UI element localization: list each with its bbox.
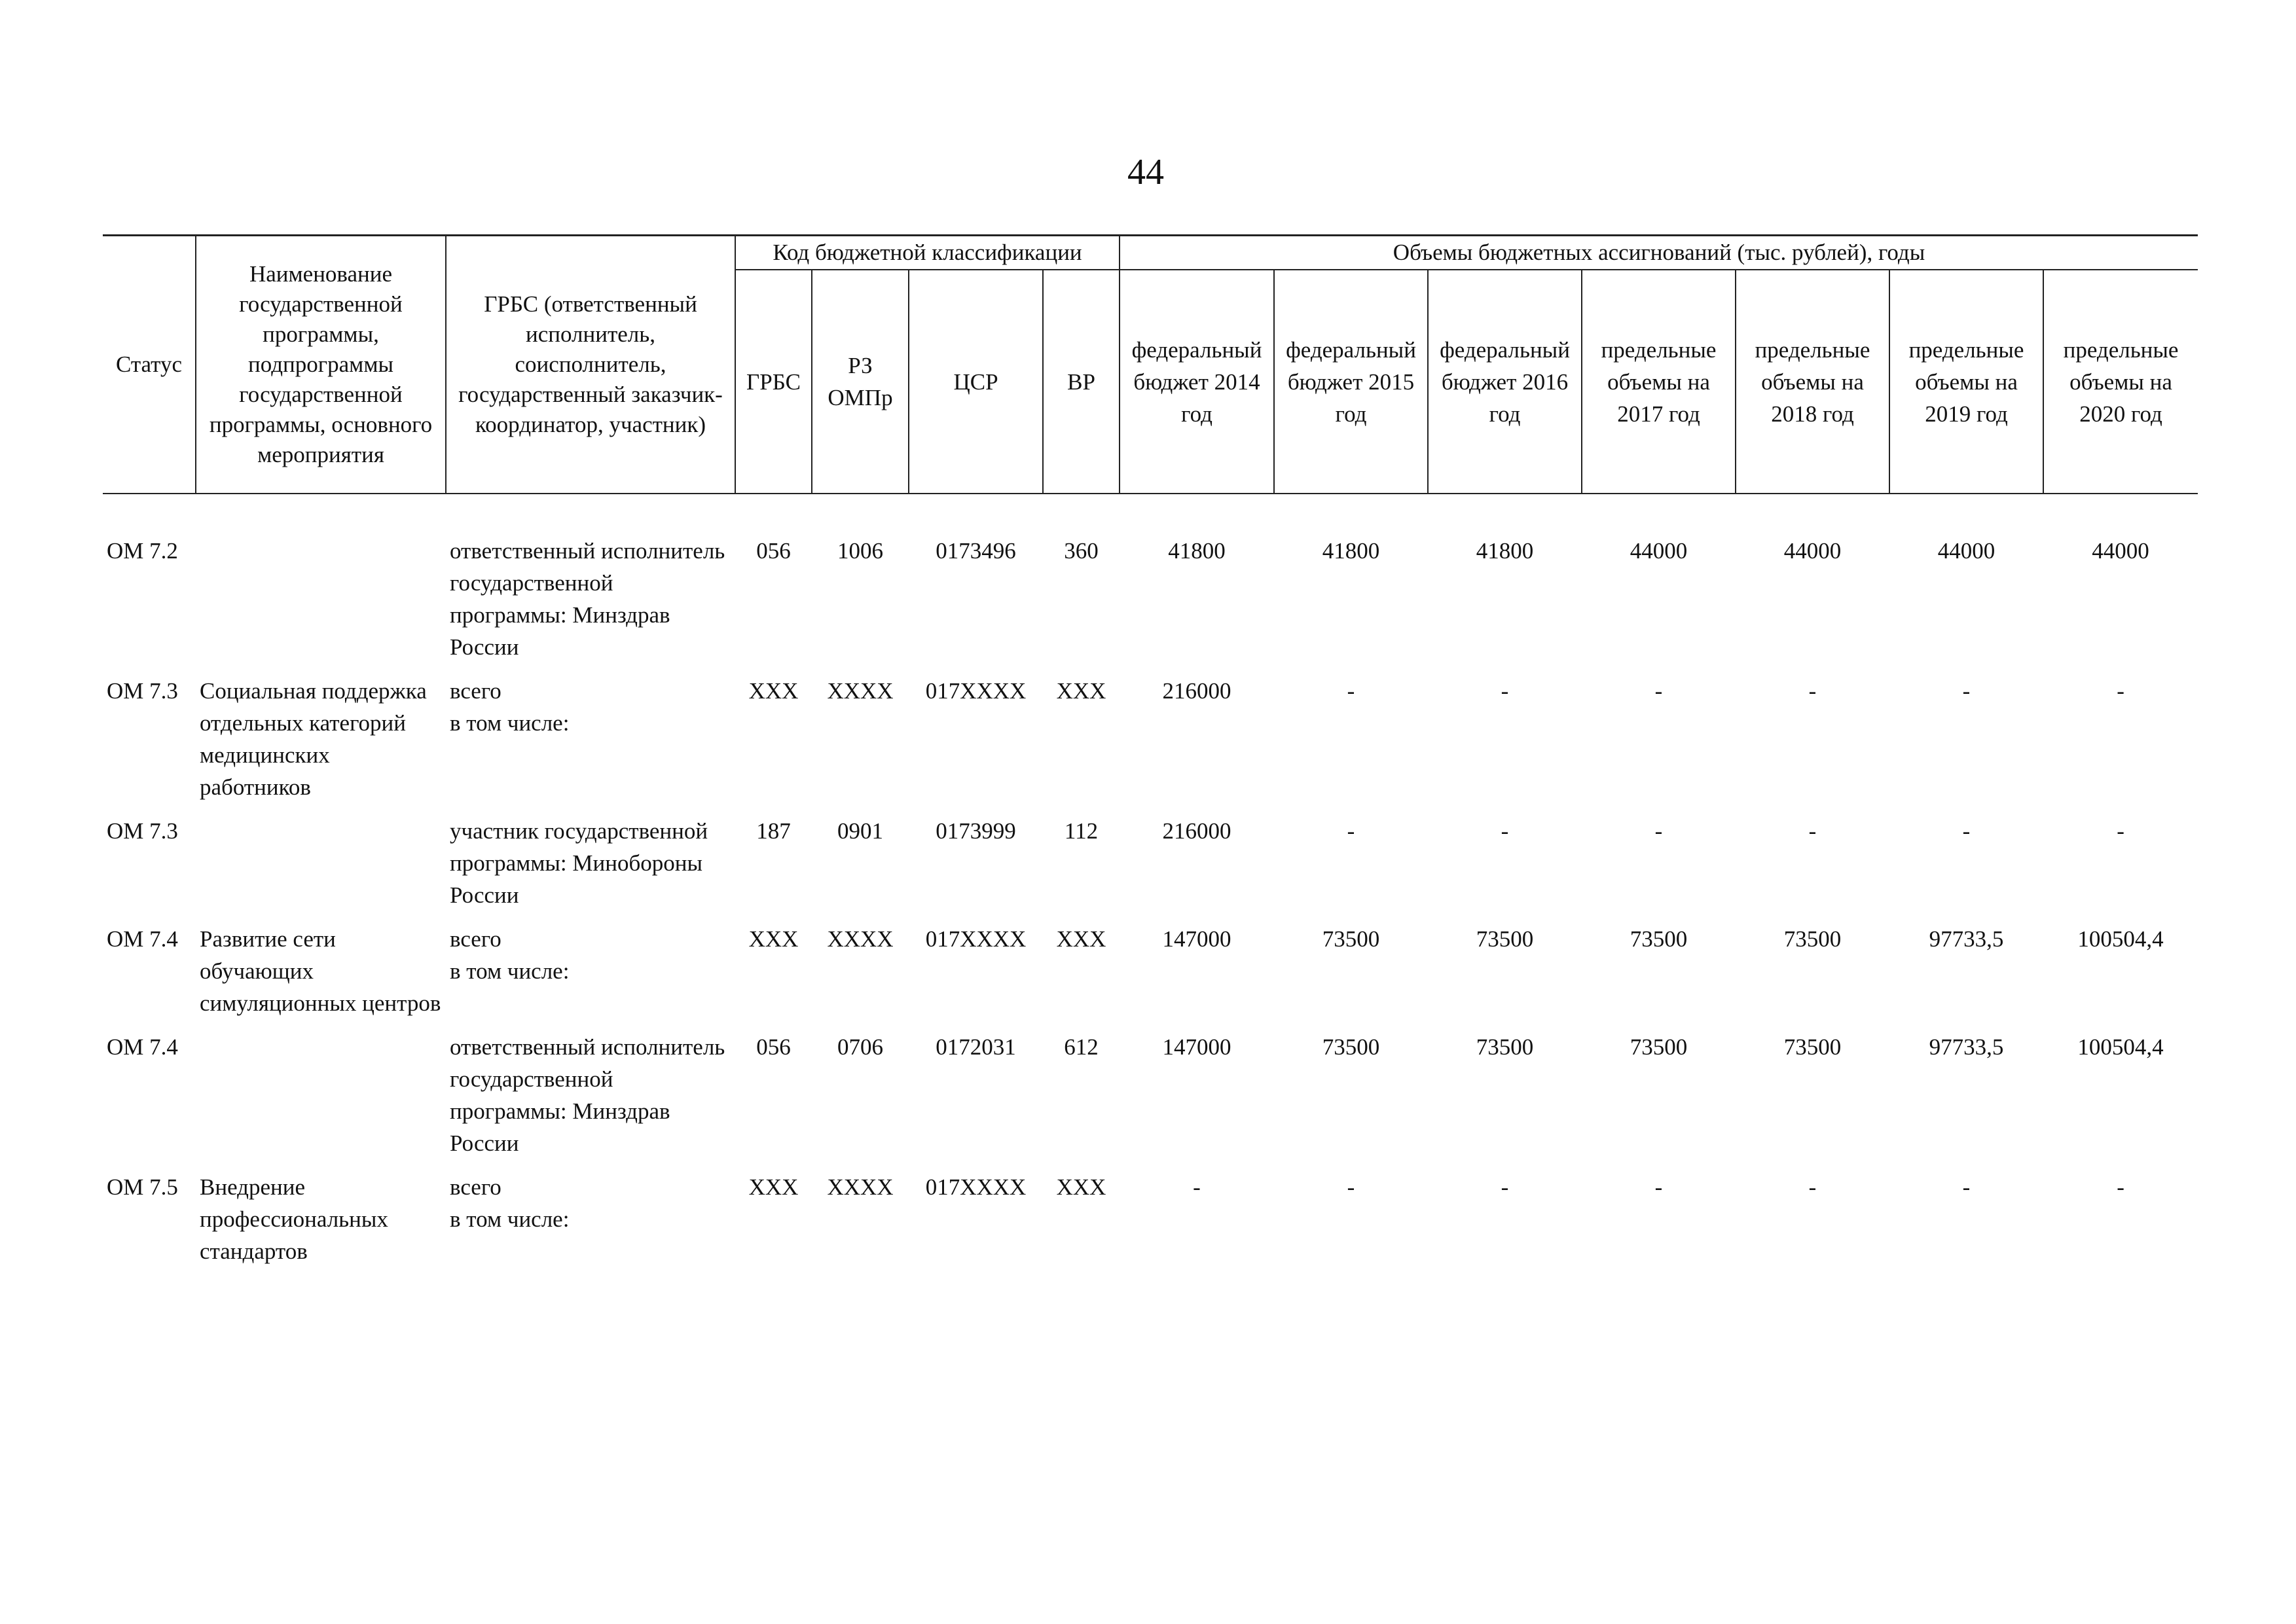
row-code-rz-ompr: ХХХХ bbox=[827, 678, 894, 704]
row-amount-2018: - bbox=[1808, 678, 1817, 704]
row-code-rz-ompr: 1006 bbox=[837, 538, 883, 564]
header-budget-classification-code: Код бюджетной классификации bbox=[735, 236, 1120, 270]
row-code-rz-ompr: ХХХХ bbox=[827, 1174, 894, 1200]
row-grbs-description: всего в том числе: bbox=[450, 678, 570, 736]
row-amount-2017: - bbox=[1654, 818, 1663, 844]
row-status: ОМ 7.4 bbox=[107, 926, 178, 952]
header-status: Статус bbox=[103, 236, 196, 494]
row-amount-2019: 97733,5 bbox=[1929, 926, 2004, 952]
row-grbs-description: участник государственной программы: Минобороны России bbox=[450, 818, 708, 908]
row-amount-2014: 41800 bbox=[1168, 538, 1226, 564]
row-status: ОМ 7.5 bbox=[107, 1174, 178, 1200]
row-amount-2014: - bbox=[1193, 1174, 1201, 1200]
row-amount-2020: 100504,4 bbox=[2077, 926, 2164, 952]
page-number: 44 bbox=[1127, 152, 1164, 192]
row-amount-2016: 73500 bbox=[1476, 1034, 1534, 1060]
row-amount-2020: - bbox=[2117, 678, 2124, 704]
row-grbs-description: ответственный исполнитель государственной программы: Минздрав России bbox=[450, 538, 725, 660]
header-code-rz-ompr: РЗ ОМПр bbox=[812, 270, 909, 494]
row-amount-2018: - bbox=[1808, 818, 1817, 844]
row-program-name bbox=[196, 494, 446, 675]
row-amount-2016: 73500 bbox=[1476, 926, 1534, 952]
row-code-grbs: ХХХ bbox=[748, 678, 799, 704]
row-amount-2019: 97733,5 bbox=[1929, 1034, 2004, 1060]
table-row bbox=[103, 675, 2198, 815]
row-code-csr: 017ХХХХ bbox=[925, 926, 1027, 952]
row-amount-2019: - bbox=[1962, 678, 1971, 704]
row-code-vr: ХХХ bbox=[1056, 1174, 1106, 1200]
row-grbs-description: всего в том числе: bbox=[450, 1174, 570, 1232]
row-amount-2014: 147000 bbox=[1162, 926, 1231, 952]
header-amount-2020: предельные объемы на 2020 год bbox=[2043, 270, 2198, 494]
row-grbs-description: ответственный исполнитель государственной программы: Минздрав России bbox=[450, 1034, 725, 1156]
row-code-grbs: ХХХ bbox=[748, 1174, 799, 1200]
row-grbs-description: всего в том числе: bbox=[450, 926, 570, 984]
row-amount-2015: - bbox=[1347, 678, 1355, 704]
row-code-csr: 017ХХХХ bbox=[925, 1174, 1027, 1200]
table-body bbox=[103, 494, 2198, 1279]
header-code-grbs: ГРБС bbox=[735, 270, 812, 494]
budget-allocation-table bbox=[103, 234, 2198, 1279]
row-code-rz-ompr: ХХХХ bbox=[827, 926, 894, 952]
table-row bbox=[103, 1031, 2198, 1171]
row-code-vr: 360 bbox=[1064, 538, 1099, 564]
row-program-name bbox=[196, 1031, 446, 1171]
header-program-name: Наименование государственной программы, подпрограммы государственной программы, основного мероприятия bbox=[196, 236, 446, 494]
row-amount-2018: 73500 bbox=[1783, 926, 1842, 952]
row-amount-2017: 44000 bbox=[1630, 538, 1688, 564]
row-amount-2017: - bbox=[1654, 678, 1663, 704]
row-amount-2016: - bbox=[1501, 678, 1509, 704]
row-code-rz-ompr: 0901 bbox=[837, 818, 883, 844]
table-row bbox=[103, 923, 2198, 1031]
row-program-name bbox=[196, 815, 446, 923]
row-amount-2014: 216000 bbox=[1162, 818, 1231, 844]
row-amount-2019: - bbox=[1962, 1174, 1971, 1200]
row-code-vr: 112 bbox=[1064, 818, 1099, 844]
row-code-rz-ompr: 0706 bbox=[837, 1034, 883, 1060]
row-status: ОМ 7.3 bbox=[107, 678, 178, 704]
header-amount-2018: предельные объемы на 2018 год bbox=[1736, 270, 1889, 494]
row-amount-2016: 41800 bbox=[1476, 538, 1534, 564]
row-amount-2020: 100504,4 bbox=[2077, 1034, 2164, 1060]
row-code-csr: 017ХХХХ bbox=[925, 678, 1027, 704]
header-amount-2017: предельные объемы на 2017 год bbox=[1582, 270, 1736, 494]
row-amount-2015: 41800 bbox=[1322, 538, 1380, 564]
row-amount-2018: 44000 bbox=[1783, 538, 1842, 564]
row-code-grbs: ХХХ bbox=[748, 926, 799, 952]
row-program-name: Социальная поддержка отдельных категорий медицинских работников bbox=[200, 678, 427, 800]
row-amount-2016: - bbox=[1501, 1174, 1509, 1200]
row-amount-2020: - bbox=[2117, 818, 2124, 844]
row-amount-2014: 216000 bbox=[1162, 678, 1231, 704]
row-code-vr: ХХХ bbox=[1056, 678, 1106, 704]
row-amount-2015: 73500 bbox=[1322, 1034, 1380, 1060]
row-code-vr: 612 bbox=[1064, 1034, 1099, 1060]
row-code-vr: ХХХ bbox=[1056, 926, 1106, 952]
row-amount-2018: - bbox=[1808, 1174, 1817, 1200]
header-code-csr: ЦСР bbox=[909, 270, 1043, 494]
row-amount-2017: 73500 bbox=[1630, 1034, 1688, 1060]
row-code-csr: 0172031 bbox=[936, 1034, 1016, 1060]
row-amount-2018: 73500 bbox=[1783, 1034, 1842, 1060]
header-amount-2016: федеральный бюджет 2016 год bbox=[1428, 270, 1582, 494]
row-amount-2015: - bbox=[1347, 818, 1355, 844]
row-code-grbs: 056 bbox=[756, 1034, 791, 1060]
row-amount-2017: - bbox=[1654, 1174, 1663, 1200]
header-budget-allocations: Объемы бюджетных ассигнований (тыс. рублей), годы bbox=[1120, 236, 2198, 270]
row-program-name: Развитие сети обучающих симуляционных центров bbox=[200, 926, 441, 1016]
row-status: ОМ 7.4 bbox=[107, 1034, 178, 1060]
row-status: ОМ 7.3 bbox=[107, 818, 178, 844]
row-amount-2015: - bbox=[1347, 1174, 1355, 1200]
row-amount-2017: 73500 bbox=[1630, 926, 1688, 952]
header-amount-2019: предельные объемы на 2019 год bbox=[1889, 270, 2043, 494]
row-code-csr: 0173496 bbox=[936, 538, 1016, 564]
header-code-vr: ВР bbox=[1043, 270, 1120, 494]
header-amount-2015: федеральный бюджет 2015 год bbox=[1274, 270, 1428, 494]
table-row bbox=[103, 815, 2198, 923]
row-amount-2019: - bbox=[1962, 818, 1971, 844]
row-program-name: Внедрение профессиональных стандартов bbox=[200, 1174, 388, 1264]
row-amount-2020: 44000 bbox=[2092, 538, 2149, 564]
row-amount-2020: - bbox=[2117, 1174, 2124, 1200]
row-amount-2015: 73500 bbox=[1322, 926, 1380, 952]
header-amount-2014: федеральный бюджет 2014 год bbox=[1120, 270, 1274, 494]
table-row bbox=[103, 494, 2198, 675]
row-amount-2014: 147000 bbox=[1162, 1034, 1231, 1060]
row-amount-2019: 44000 bbox=[1937, 538, 1995, 564]
row-status: ОМ 7.2 bbox=[107, 538, 178, 564]
header-grbs-description: ГРБС (ответственный исполнитель, соисполнитель, государственный заказчик-координатор, участник) bbox=[446, 236, 735, 494]
table-row bbox=[103, 1171, 2198, 1279]
row-code-csr: 0173999 bbox=[936, 818, 1016, 844]
row-amount-2016: - bbox=[1501, 818, 1509, 844]
row-code-grbs: 056 bbox=[756, 538, 791, 564]
row-code-grbs: 187 bbox=[756, 818, 791, 844]
